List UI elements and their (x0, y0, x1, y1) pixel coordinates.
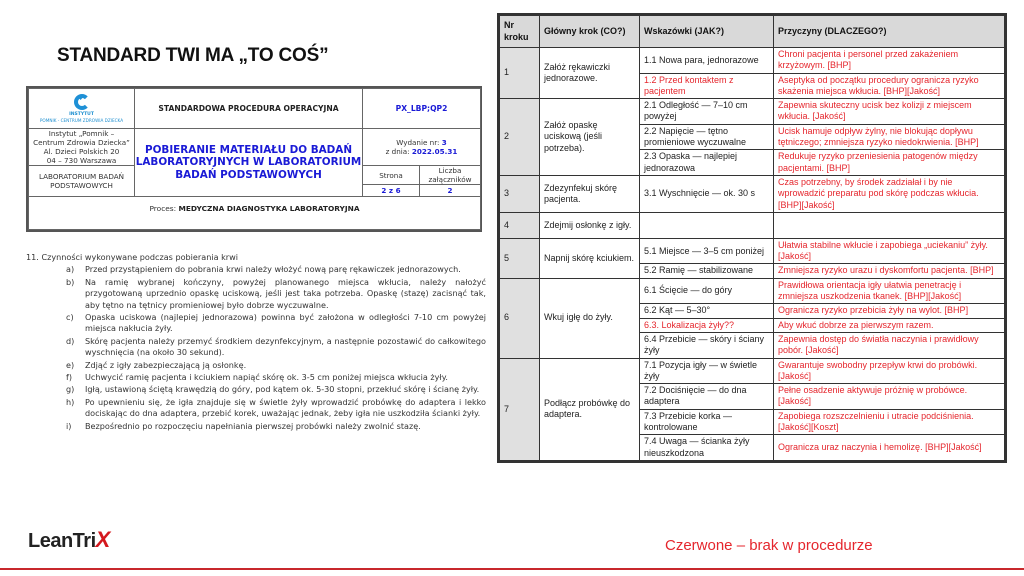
institution-address (29, 129, 135, 166)
item-marker: c) (66, 312, 74, 323)
logo-line1: INSTYTUT (69, 112, 94, 118)
item-marker: d) (66, 335, 75, 346)
main-step: Wkuj igłę do żyły. (540, 278, 640, 358)
key-point-how: 7.1 Pozycja igły — w świetle żyły (640, 358, 774, 384)
main-step: Załóż rękawiczki jednorazowe. (540, 48, 640, 99)
reason-why: Redukuje ryzyko przeniesienia patogenów między pacjentami. [BHP] (774, 150, 1005, 176)
reason-why: Aby wkuć dobrze za pierwszym razem. (774, 318, 1005, 332)
step-number: 1 (500, 48, 540, 99)
reason-why: Zapewnia skuteczny ucisk bez kolizji z miejscem wkłucia. [Jakość] (774, 99, 1005, 125)
key-point-how: 3.1 Wyschnięcie — ok. 30 s (640, 175, 774, 212)
item-text: Igłą, ustawioną ściętą krawędzią do góry, pod kątem ok. 5-30 stopni, przekłuć skórę i ścianę żyły. (85, 384, 480, 395)
step-number: 5 (500, 238, 540, 278)
process-value: MEDYCZNA DIAGNOSTYKA LABORATORYJNA (178, 204, 360, 213)
sop-header (26, 86, 482, 232)
reason-why: Ułatwia stabilne wkłucie i zapobiega „uciekaniu” żyły. [Jakość] (774, 238, 1005, 264)
item-text: Przed przystąpieniem do pobrania krwi należy włożyć nową parę rękawiczek jednorazowych. (85, 264, 461, 275)
reason-why: Zapewnia dostęp do światła naczynia i prawidłowy pobór. [Jakość] (774, 332, 1005, 358)
item-text: Po upewnieniu się, że igła znajduje się w świetle żyły wprowadzić probówkę do adaptera i lekko dociskając do dna adaptera, przebić korek, uważając jednak, żeby igła nie uszkodziła ścianki żyły. (85, 396, 486, 419)
procedure-item (66, 384, 486, 395)
main-step: Zdezynfekuj skórę pacjenta. (540, 175, 640, 212)
key-point-how: 2.1 Odległość — 7–10 cm powyżej (640, 99, 774, 125)
footer-divider (0, 568, 1024, 570)
item-text: Opaska uciskowa (najlepiej jednorazowa) powinna być założona w odległości 7-10 cm powyżej miejsca nakłucia żyły. (85, 312, 486, 334)
main-step: Podłącz probówkę do adaptera. (540, 358, 640, 460)
procedure-item (66, 360, 486, 371)
logo-text: LeanTri (28, 530, 96, 552)
key-point-how (640, 212, 774, 238)
header-why: Przyczyny (DLACZEGO?) (774, 16, 1005, 48)
item-marker: a) (66, 264, 75, 275)
process-label: Proces: (149, 204, 177, 213)
reason-why: Prawidłowa orientacja igły ułatwia penetrację i zmniejsza uszkodzenia tkanek. [BHP][Jakość] (774, 278, 1005, 304)
table-row (500, 48, 1005, 74)
heart-logo-icon (74, 94, 90, 110)
key-point-how: 6.4 Przebicie — skóry i ściany żyły (640, 332, 774, 358)
item-text: Na ramię wybranej kończyny, powyżej planowanego miejsca wkłucia, należy nałożyć przygotowaną uprzednio opaskę uciskową, jeśli jest taka potrzeba. Opaskę (stazę) zacisnąć tak, aby tętno na tętnicy promieniowej było dobrze wyczuwalne. (85, 276, 486, 310)
procedure-item (66, 264, 486, 275)
doc-title: POBIERANIE MATERIAŁU DO BADAŃ LABORATORYJNYCH W LABORATORIUM BADAŃ PODSTAWOWYCH (135, 129, 363, 197)
item-text: Zdjąć z igły zabezpieczającą ją osłonkę. (85, 359, 247, 370)
item-text: Uchwycić ramię pacjenta i kciukiem napiąć skórę ok. 3-5 cm poniżej miejsca wkłucia żyły. (85, 372, 448, 383)
item-marker: h) (66, 396, 75, 407)
date-label: z dnia: (385, 147, 410, 156)
main-step: Załóż opaskę uciskową (jeśli potrzeba). (540, 99, 640, 176)
key-point-how: 6.2 Kąt — 5–30° (640, 304, 774, 318)
procedure-item (66, 336, 486, 359)
key-point-how: 5.1 Miejsce — 3–5 cm poniżej (640, 238, 774, 264)
header-main-step: Główny krok (CO?) (540, 16, 640, 48)
edition-info (363, 129, 481, 166)
edition-label: Wydanie nr: (396, 138, 440, 147)
leantrix-logo (28, 527, 110, 557)
key-point-how: 2.2 Napięcie — tętno promieniowe wyczuwalne (640, 124, 774, 150)
edition-value: 3 (441, 138, 447, 147)
address-line: Centrum Zdrowia Dziecka” (33, 138, 130, 147)
page-label: Strona (363, 166, 420, 185)
process-row (29, 197, 481, 230)
main-step: Napnij skórę kciukiem. (540, 238, 640, 278)
logo-line2: POMNIK - CENTRUM ZDROWIA DZIECKA (39, 117, 124, 123)
step-number: 7 (500, 358, 540, 460)
item-marker: g) (66, 384, 75, 395)
reason-why: Chroni pacjenta i personel przed zakażeniem krzyżowym. [BHP] (774, 48, 1005, 74)
attachments-value: 2 (420, 185, 481, 197)
item-text: Bezpośrednio po rozpoczęciu napełniania pierwszej probówki należy zwolnić stazę. (85, 420, 421, 431)
institute-logo (29, 89, 135, 129)
header-how: Wskazówki (JAK?) (640, 16, 774, 48)
address-line: Al. Dzieci Polskich 20 (43, 147, 120, 156)
step-number: 4 (500, 212, 540, 238)
department: LABORATORIUM BADAŃ PODSTAWOWYCH (29, 166, 135, 197)
reason-why: Ucisk hamuje odpływ żylny, nie blokując dopływu tętniczego; zmniejsza ryzyko niedokrwienia. [BHP] (774, 124, 1005, 150)
reason-why: Zmniejsza ryzyko urazu i dyskomfortu pacjenta. [BHP] (774, 264, 1005, 278)
logo-accent-x-icon: X (95, 527, 111, 552)
item-text: Skórę pacjenta należy przemyć środkiem dezynfekcyjnym, a następnie pozostawić do całkowitego wyschnięcia (na około 30 sekund). (85, 335, 486, 358)
table-row (500, 99, 1005, 125)
reason-why: Zapobiega rozszczelnieniu i utracie podciśnienia. [Jakość][Koszt] (774, 409, 1005, 435)
attachments-label: Liczba załączników (420, 166, 481, 185)
reason-why: Aseptyka od początku procedury ogranicza ryzyko skażenia miejsca wkłucia. [BHP][Jakość] (774, 73, 1005, 99)
procedure-list (66, 264, 486, 432)
legend-note: Czerwone – brak w procedurze (665, 537, 873, 554)
table-row (500, 175, 1005, 212)
table-row (500, 278, 1005, 304)
key-point-how: 7.2 Dociśnięcie — do dna adaptera (640, 384, 774, 410)
key-point-how: 1.1 Nowa para, jednorazowe (640, 48, 774, 74)
key-point-how: 7.3 Przebicie korka — kontrolowane (640, 409, 774, 435)
reason-why: Pełne osadzenie aktywuje próżnię w probówce. [Jakość] (774, 384, 1005, 410)
doc-type: STANDARDOWA PROCEDURA OPERACYJNA (135, 89, 363, 129)
procedure-item (66, 312, 486, 335)
address-line: 04 – 730 Warszawa (46, 156, 117, 165)
table-row (500, 212, 1005, 238)
key-point-how: 7.4 Uwaga — ścianka żyły nieuszkodzona (640, 435, 774, 461)
procedure-section (26, 252, 486, 433)
step-number: 6 (500, 278, 540, 358)
item-marker: i) (66, 420, 72, 431)
reason-why: Ogranicza ryzyko przebicia żyły na wylot. [BHP] (774, 304, 1005, 318)
key-point-how: 1.2 Przed kontaktem z pacjentem (640, 73, 774, 99)
reason-why: Gwarantuje swobodny przepływ krwi do probówki. [Jakość] (774, 358, 1005, 384)
procedure-item (66, 372, 486, 383)
date-value: 2022.05.31 (411, 147, 458, 156)
address-line: Instytut „Pomnik – (48, 129, 115, 138)
doc-code: PX_LBP;QP2 (363, 89, 481, 129)
step-number: 3 (500, 175, 540, 212)
reason-why: Czas potrzebny, by środek zadziałał i by nie wprowadzić preparatu pod skórę podczas wkłucia. [BHP][Jakość] (774, 175, 1005, 212)
procedure-item (66, 397, 486, 420)
table-row (500, 238, 1005, 264)
key-point-how: 6.3. Lokalizacja żyły?? (640, 318, 774, 332)
step-number: 2 (500, 99, 540, 176)
procedure-heading: 11. Czynności wykonywane podczas pobierania krwi (26, 252, 238, 262)
table-header-row (500, 16, 1005, 48)
procedure-item (66, 421, 486, 432)
item-marker: f) (66, 372, 73, 383)
table-row (500, 358, 1005, 384)
page-value: 2 z 6 (363, 185, 420, 197)
header-nr: Nr kroku (500, 16, 540, 48)
reason-why: Ogranicza uraz naczynia i hemolizę. [BHP][Jakość] (774, 435, 1005, 461)
key-point-how: 6.1 Ścięcie — do góry (640, 278, 774, 304)
key-point-how: 5.2 Ramię — stabilizowane (640, 264, 774, 278)
main-step: Zdejmij osłonkę z igły. (540, 212, 640, 238)
item-marker: e) (66, 359, 75, 370)
procedure-item (66, 277, 486, 311)
slide-title: STANDARD TWI MA „TO COŚ” (57, 45, 329, 66)
item-marker: b) (66, 276, 75, 287)
twi-table (497, 13, 1007, 463)
key-point-how: 2.3 Opaska — najlepiej jednorazowa (640, 150, 774, 176)
reason-why (774, 212, 1005, 238)
